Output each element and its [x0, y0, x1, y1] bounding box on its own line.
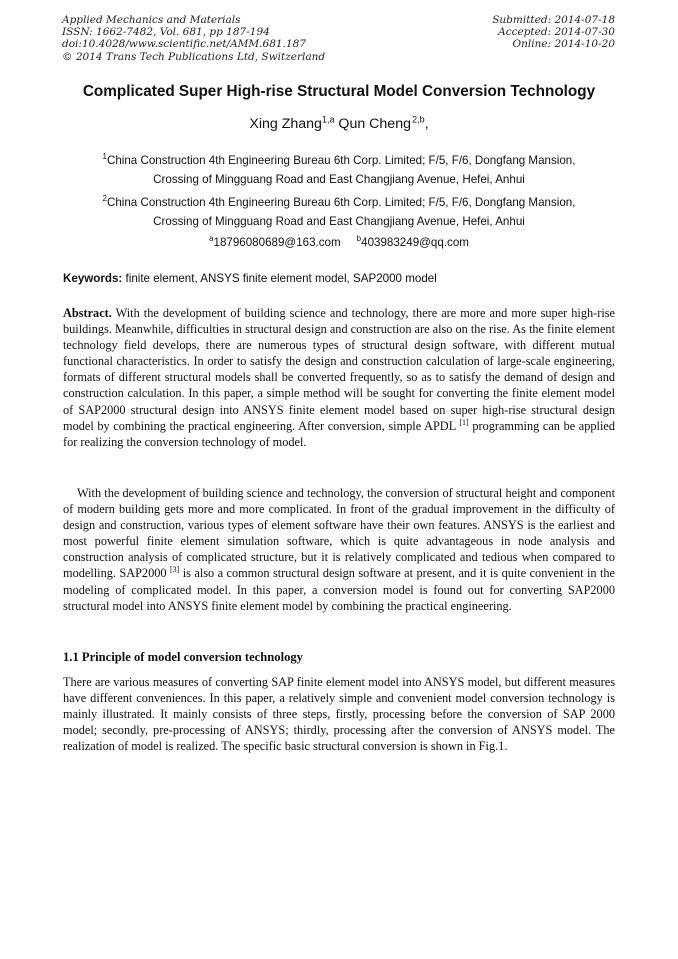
affiliation-line: China Construction 4th Engineering Bureau 6th Corp. Limited; F/5, F/6, Dongfang Mansion,: [106, 154, 576, 167]
keywords-label: Keywords:: [63, 272, 123, 285]
abstract-text-continued: programming can be applied for realizing the conversion technology of model.: [63, 418, 615, 449]
copyright-line: © 2014 Trans Tech Publications Ltd, Switzerland: [62, 50, 326, 63]
author-line: [0, 116, 678, 132]
author-trailing-comma: ,: [424, 116, 429, 132]
author-name: Xing Zhang: [249, 116, 322, 132]
abstract-text: With the development of building science and technology, there are more and more super high-rise buildings. Meanwhile, difficulties in structural design and construction are also on the rise. As the finite element technology field develops, there are numerous types of structural design software, with different mutual functional characteristics. In order to satisfy the design and construction calculation of large-scale engineering, formats of different structural models shall be converted frequently, so as to satisfy the demand of design and construction calculation. In this paper, a simple method will be sought for converting the finite element model of SAP2000 structural design into ANSYS finite element model based on super high-rise structural design model by combining the practical engineering. After conversion, simple APDL: [63, 306, 615, 433]
section-paragraph: There are various measures of converting SAP finite element model into ANSYS model, but different measures have different conveniences. In this paper, a relatively simple and convenient model conversion technology is mainly illustrated. It mainly consists of three steps, firstly, processing before the conversion of SAP 2000 model; secondly, pre-processing of ANSYS; thirdly, processing after the conversion of ANSYS model. The realization of model is realized. The specific basic structural conversion is shown in Fig.1.: [63, 675, 615, 754]
keywords: [63, 272, 615, 285]
doi-line: doi:10.4028/www.scientific.net/AMM.681.187: [62, 38, 306, 51]
journal-header-right: [492, 14, 615, 51]
intro-text: With the development of building science and technology, the conversion of structural height and component of modern building gets more and more complicated. In front of the gradual improvement in the difficulty of design and construction, various types of element software have their own features. ANSYS is the earliest and most powerful finite element simulation software, which is quite advantageous in node analysis and construction analysis of complicated structure, but it is relatively complicated and tedious when compared to modelling. SAP2000: [63, 486, 615, 581]
section-heading: 1.1 Principle of model conversion technology: [63, 650, 303, 664]
abstract-label: Abstract.: [63, 306, 112, 320]
journal-header-left: [62, 14, 325, 63]
affiliation-line: Crossing of Mingguang Road and East Changjiang Avenue, Hefei, Anhui: [153, 215, 525, 228]
email-link[interactable]: 18796080689@163.com: [213, 236, 341, 249]
intro-text-continued: is also a common structural design software at present, and it is quite convenient in the modeling of complicated model. In this paper, a conversion model is found out for converting SAP2000 structural model into ANSYS finite element model by combining the practical engineering.: [63, 566, 615, 613]
affiliation-line: China Construction 4th Engineering Bureau 6th Corp. Limited; F/5, F/6, Dongfang Mansion,: [106, 196, 576, 209]
online-date: Online: 2014-10-20: [512, 38, 615, 51]
affiliation-line: Crossing of Mingguang Road and East Changjiang Avenue, Hefei, Anhui: [153, 173, 525, 186]
affiliation-2: [40, 193, 638, 231]
author-affiliation-marker: 2,b: [412, 114, 425, 125]
citation-ref[interactable]: [3]: [169, 565, 180, 575]
citation-ref[interactable]: [1]: [459, 417, 469, 427]
affiliation-marker: 1: [102, 152, 107, 162]
affiliation-marker: 2: [102, 194, 107, 204]
affiliation-1: [40, 151, 638, 189]
paper-title: Complicated Super High-rise Structural Model Conversion Technology: [82, 83, 596, 100]
email-marker: a: [209, 234, 214, 244]
issn-line: ISSN: 1662-7482, Vol. 681, pp 187-194: [62, 26, 270, 39]
author-affiliation-marker: 1,a: [321, 114, 335, 125]
intro-paragraph: [63, 485, 615, 614]
keywords-text: finite element, ANSYS finite element model, SAP2000 model: [125, 272, 437, 285]
accepted-date: Accepted: 2014-07-30: [498, 26, 615, 39]
email-link[interactable]: 403983249@qq.com: [361, 236, 469, 249]
email-marker: b: [356, 234, 362, 244]
journal-name: Applied Mechanics and Materials: [62, 14, 241, 26]
abstract-paragraph: [63, 305, 615, 450]
author-name: Qun Cheng: [338, 116, 411, 132]
author-emails: [0, 236, 678, 249]
submitted-date: Submitted: 2014-07-18: [492, 14, 615, 26]
